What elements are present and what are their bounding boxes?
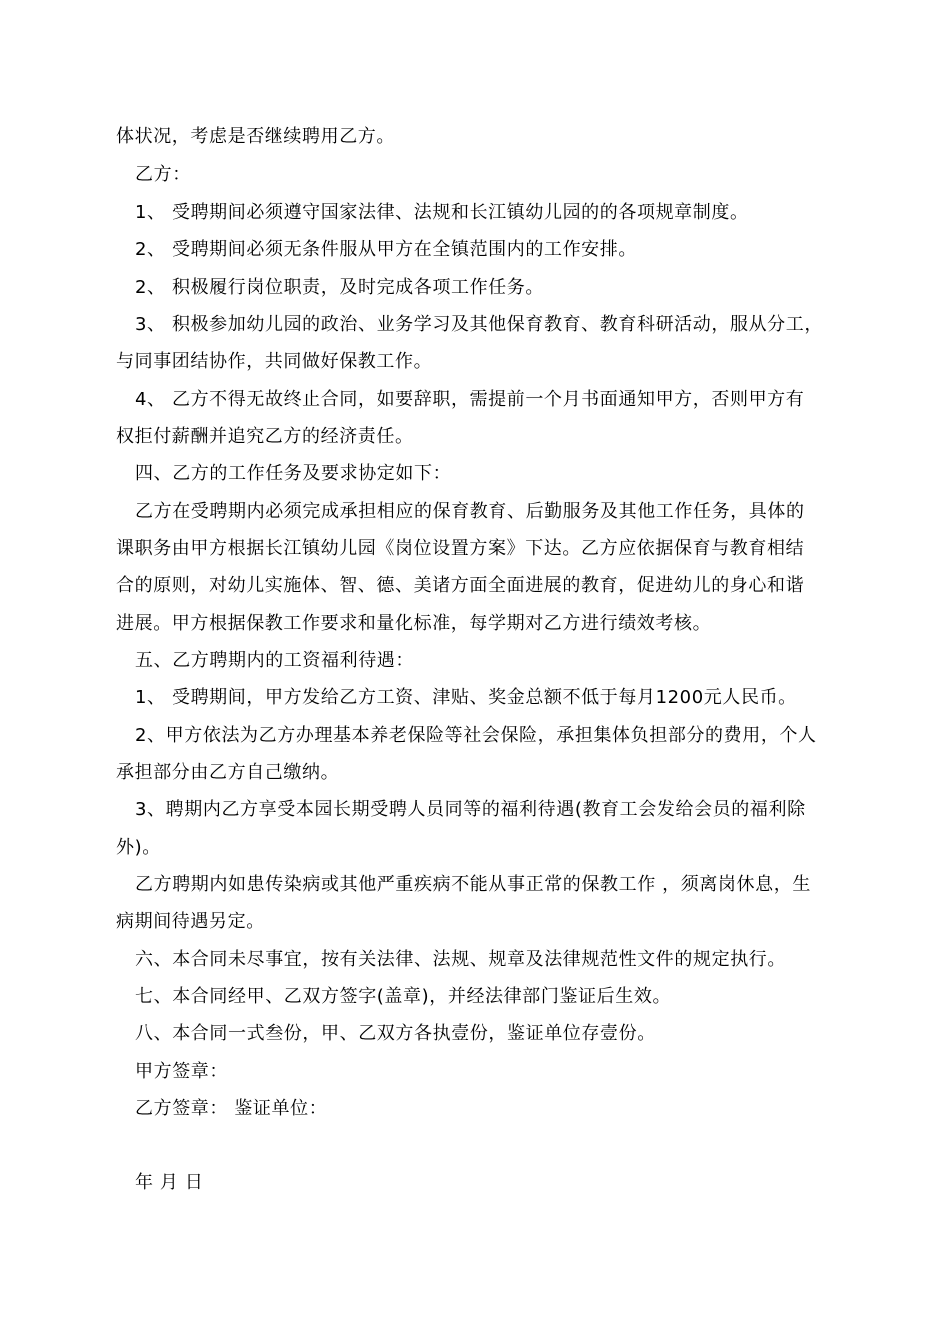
paragraph-line: 合的原则，对幼儿实施体、智、德、美诸方面全面进展的教育，促进幼儿的身心和谐 bbox=[116, 575, 805, 596]
list-item: 1、 受聘期间，甲方发给乙方工资、津贴、奖金总额不低于每月1200元人民币。 bbox=[135, 687, 797, 708]
paragraph-line: 病期间待遇另定。 bbox=[116, 911, 265, 932]
paragraph-line: 权拒付薪酬并追究乙方的经济责任。 bbox=[116, 426, 414, 447]
paragraph-line: 乙方在受聘期内必须完成承担相应的保育教育、后勤服务及其他工作任务，具体的 bbox=[135, 501, 805, 522]
clause-line: 八、本合同一式叁份，甲、乙双方各执壹份，鉴证单位存壹份。 bbox=[135, 1023, 656, 1044]
list-item: 2、 受聘期间必须无条件服从甲方在全镇范围内的工作安排。 bbox=[135, 239, 637, 260]
clause-line: 六、本合同未尽事宜，按有关法律、法规、规章及法律规范性文件的规定执行。 bbox=[135, 949, 786, 970]
paragraph-line: 体状况，考虑是否继续聘用乙方。 bbox=[116, 126, 395, 147]
section-heading: 四、乙方的工作任务及要求协定如下： bbox=[135, 463, 452, 484]
party-b-signature-label: 乙方签章： 鉴证单位： bbox=[135, 1098, 328, 1119]
date-line: 年 月 日 bbox=[135, 1172, 204, 1193]
party-a-signature-label: 甲方签章： bbox=[135, 1061, 228, 1082]
paragraph-line: 乙方聘期内如患传染病或其他严重疾病不能从事正常的保教工作 ，须离岗休息，生 bbox=[135, 874, 811, 895]
paragraph-line: 进展。甲方根据保教工作要求和量化标准，每学期对乙方进行绩效考核。 bbox=[116, 613, 712, 634]
section-heading: 乙方： bbox=[135, 164, 191, 185]
list-item: 4、 乙方不得无故终止合同，如要辞职，需提前一个月书面通知甲方，否则甲方有 bbox=[135, 389, 805, 410]
paragraph-line: 与同事团结协作，共同做好保教工作。 bbox=[116, 351, 433, 372]
clause-line: 七、本合同经甲、乙双方签字(盖章)，并经法律部门鉴证后生效。 bbox=[135, 986, 672, 1007]
section-heading: 五、乙方聘期内的工资福利待遇： bbox=[135, 650, 414, 671]
list-item: 1、 受聘期间必须遵守国家法律、法规和长江镇幼儿园的的各项规章制度。 bbox=[135, 202, 749, 223]
list-item: 2、甲方依法为乙方办理基本养老保险等社会保险，承担集体负担部分的费用，个人 bbox=[135, 725, 817, 746]
paragraph-line: 外)。 bbox=[116, 837, 161, 858]
list-item: 3、聘期内乙方享受本园长期受聘人员同等的福利待遇(教育工会发给会员的福利除 bbox=[135, 799, 806, 820]
list-item: 3、 积极参加幼儿园的政治、业务学习及其他保育教育、教育科研活动，服从分工， bbox=[135, 314, 823, 335]
list-item: 2、 积极履行岗位职责，及时完成各项工作任务。 bbox=[135, 277, 544, 298]
paragraph-line: 课职务由甲方根据长江镇幼儿园《岗位设置方案》下达。乙方应依据保育与教育相结 bbox=[116, 538, 805, 559]
paragraph-line: 承担部分由乙方自己缴纳。 bbox=[116, 762, 340, 783]
